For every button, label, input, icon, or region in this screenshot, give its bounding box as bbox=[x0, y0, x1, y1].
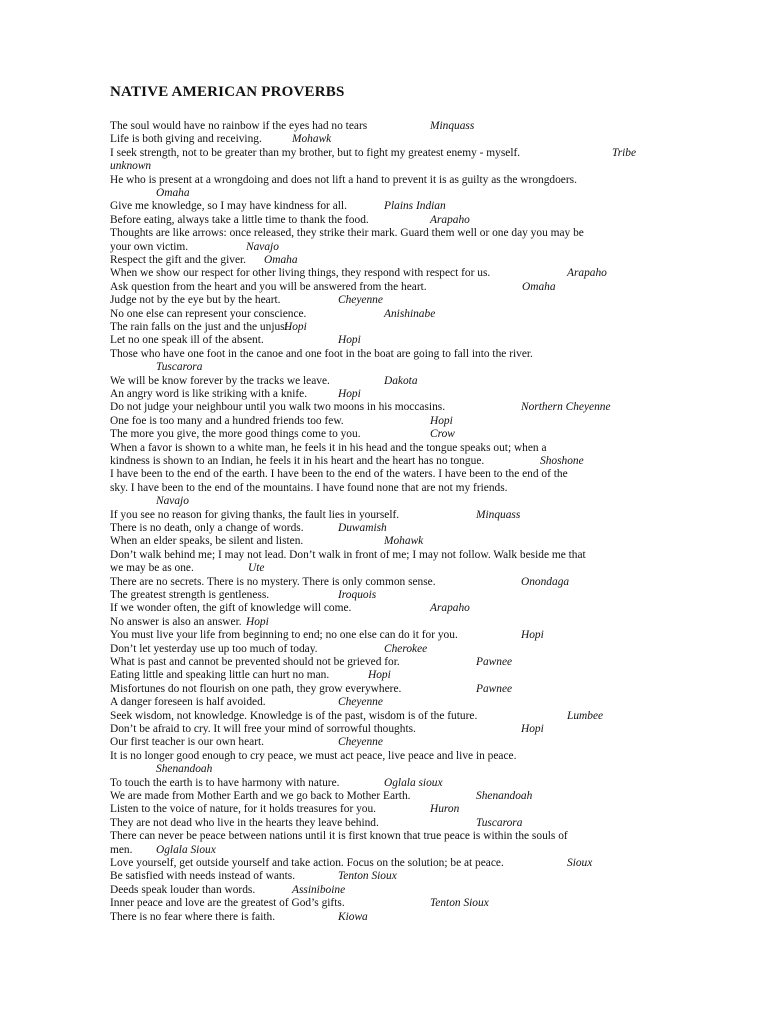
proverb-text: Before eating, always take a little time to thank the food. bbox=[110, 213, 369, 226]
proverb-source: Arapaho bbox=[430, 602, 470, 615]
proverb-line bbox=[110, 226, 655, 240]
proverb-line bbox=[110, 883, 655, 897]
proverb-text: Don’t be afraid to cry. It will free your mind of sorrowful thoughts. bbox=[110, 723, 416, 735]
proverb-text: There are no secrets. There is no mystery. There is only common sense. bbox=[110, 575, 436, 588]
proverb-text: Life is both giving and receiving. bbox=[110, 133, 262, 146]
proverb-text: Deeds speak louder than words. bbox=[110, 883, 256, 896]
proverb-line bbox=[110, 588, 655, 602]
proverb-text: To touch the earth is to have harmony with nature. bbox=[110, 776, 340, 789]
proverb-source: Omaha bbox=[522, 280, 556, 293]
proverb-text: Love yourself, get outside yourself and take action. Focus on the solution; be at peace. bbox=[110, 857, 504, 869]
proverb-line bbox=[110, 146, 655, 160]
proverb-source: Northern Cheyenne bbox=[521, 401, 611, 414]
proverb-text: An angry word is like striking with a knife. bbox=[110, 388, 308, 400]
page-title: NATIVE AMERICAN PROVERBS bbox=[110, 84, 345, 100]
proverb-source: Duwamish bbox=[338, 522, 387, 534]
proverb-text: Let no one speak ill of the absent. bbox=[110, 334, 264, 347]
proverb-source: Sioux bbox=[567, 857, 593, 869]
proverb-line bbox=[110, 802, 655, 816]
proverb-line bbox=[110, 186, 655, 200]
proverb-text: we may be as one. bbox=[110, 562, 194, 575]
proverb-source: Huron bbox=[430, 803, 460, 816]
proverb-line bbox=[110, 735, 655, 749]
proverb-line bbox=[110, 400, 655, 414]
proverb-line bbox=[110, 467, 655, 481]
proverb-line bbox=[110, 293, 655, 307]
proverb-line bbox=[110, 159, 655, 173]
proverb-source: Tuscarora bbox=[156, 361, 203, 374]
proverb-line bbox=[110, 561, 655, 575]
proverb-line bbox=[110, 709, 655, 723]
proverb-text: Misfortunes do not flourish on one path, they grow everywhere. bbox=[110, 682, 402, 695]
proverb-line bbox=[110, 280, 655, 294]
proverb-source: Hopi bbox=[521, 723, 544, 735]
proverb-line bbox=[110, 896, 655, 910]
proverb-line bbox=[110, 132, 655, 146]
proverb-text: There can never be peace between nations until it is first known that true peace is within the souls of bbox=[110, 830, 568, 843]
proverb-line bbox=[110, 869, 655, 883]
proverb-source: Hopi bbox=[368, 669, 391, 682]
proverb-line bbox=[110, 642, 655, 656]
proverb-line bbox=[110, 816, 655, 830]
proverb-text: No answer is also an answer. bbox=[110, 615, 242, 628]
proverb-source: Oglala sioux bbox=[384, 776, 443, 789]
proverb-source: unknown bbox=[110, 160, 152, 173]
proverb-source: Omaha bbox=[156, 187, 190, 199]
proverb-text: Eating little and speaking little can hurt no man. bbox=[110, 669, 330, 682]
proverb-line bbox=[110, 655, 655, 669]
proverb-source: Shoshone bbox=[540, 455, 584, 467]
proverb-line bbox=[110, 119, 655, 133]
proverb-text: kindness is shown to an Indian, he feels it in his heart and the heart has no tongue. bbox=[110, 455, 485, 467]
proverb-source: Crow bbox=[430, 428, 455, 441]
proverb-text: Ask question from the heart and you will be answered from the heart. bbox=[110, 280, 427, 293]
proverb-text: Don’t walk behind me; I may not lead. Don’t walk in front of me; I may not follow. Walk beside me that bbox=[110, 548, 586, 561]
proverb-source: Tuscarora bbox=[476, 816, 523, 829]
proverb-line bbox=[110, 441, 655, 455]
proverb-line bbox=[110, 173, 655, 187]
proverb-line bbox=[110, 615, 655, 629]
proverb-line bbox=[110, 762, 655, 776]
proverb-line bbox=[110, 789, 655, 803]
proverb-text: We are made from Mother Earth and we go back to Mother Earth. bbox=[110, 790, 411, 802]
proverb-source: Cheyenne bbox=[338, 696, 383, 709]
proverb-source: Assiniboine bbox=[292, 883, 346, 896]
proverb-line bbox=[110, 601, 655, 615]
proverb-line bbox=[110, 749, 655, 763]
proverb-line bbox=[110, 682, 655, 696]
proverb-source: Cheyenne bbox=[338, 736, 383, 749]
proverb-source: Iroquois bbox=[338, 589, 377, 601]
proverb-source: Hopi bbox=[430, 414, 453, 427]
proverb-source: Hopi bbox=[338, 334, 361, 347]
proverb-text: One foe is too many and a hundred friends too few. bbox=[110, 414, 344, 427]
proverb-text: When an elder speaks, be silent and listen. bbox=[110, 535, 304, 548]
proverb-text: Those who have one foot in the canoe and one foot in the boat are going to fall into the river. bbox=[110, 347, 533, 360]
proverb-source: Omaha bbox=[264, 254, 298, 266]
proverb-line bbox=[110, 266, 655, 280]
proverb-source: Shenandoah bbox=[156, 763, 213, 776]
proverb-text: A danger foreseen is half avoided. bbox=[110, 696, 266, 709]
proverb-source: Cherokee bbox=[384, 642, 428, 655]
proverb-line bbox=[110, 240, 655, 254]
proverb-text: There is no death, only a change of words. bbox=[110, 522, 304, 534]
proverb-source: Shenandoah bbox=[476, 790, 533, 802]
proverb-line bbox=[110, 508, 655, 522]
proverb-source: Dakota bbox=[384, 374, 418, 387]
proverb-line bbox=[110, 199, 655, 213]
proverb-line bbox=[110, 374, 655, 388]
proverb-text: The more you give, the more good things come to you. bbox=[110, 428, 361, 441]
proverb-line bbox=[110, 494, 655, 508]
proverb-source: Kiowa bbox=[338, 910, 368, 923]
proverb-source: Onondaga bbox=[521, 575, 570, 588]
proverb-text: No one else can represent your conscience. bbox=[110, 307, 307, 320]
proverb-text: It is no longer good enough to cry peace, we must act peace, live peace and live in peace. bbox=[110, 749, 517, 762]
proverb-text: your own victim. bbox=[110, 240, 189, 253]
proverb-line bbox=[110, 427, 655, 441]
proverb-text: You must live your life from beginning to end; no one else can do it for you. bbox=[110, 629, 458, 642]
proverb-source: Pawnee bbox=[476, 682, 513, 695]
proverb-text: There is no fear where there is faith. bbox=[110, 910, 276, 923]
proverb-source: Hopi bbox=[521, 629, 544, 642]
proverb-text: The rain falls on the just and the unjust. bbox=[110, 321, 291, 333]
proverb-line bbox=[110, 213, 655, 227]
proverb-source: Tribe bbox=[612, 146, 637, 159]
proverb-line bbox=[110, 360, 655, 374]
proverb-source: Lumbee bbox=[567, 709, 604, 722]
proverb-line bbox=[110, 454, 655, 468]
proverb-text: The greatest strength is gentleness. bbox=[110, 589, 270, 601]
proverb-source: Minquass bbox=[430, 120, 475, 132]
proverb-source: Pawnee bbox=[476, 656, 513, 668]
proverb-text: If you see no reason for giving thanks, the fault lies in yourself. bbox=[110, 508, 400, 521]
proverb-text: When we show our respect for other living things, they respond with respect for us. bbox=[110, 267, 491, 280]
proverb-source: Hopi bbox=[246, 615, 269, 628]
proverb-text: Our first teacher is our own heart. bbox=[110, 736, 265, 749]
proverb-line bbox=[110, 333, 655, 347]
proverb-text: I have been to the end of the earth. I have been to the end of the waters. I have been to the end of the bbox=[110, 468, 568, 481]
proverb-line bbox=[110, 722, 655, 736]
proverb-line bbox=[110, 829, 655, 843]
proverb-text: Respect the gift and the giver. bbox=[110, 254, 247, 266]
proverb-line bbox=[110, 347, 655, 361]
proverb-source: Oglala Sioux bbox=[156, 843, 216, 856]
proverb-source: Plains Indian bbox=[384, 200, 446, 213]
proverb-text: Judge not by the eye but by the heart. bbox=[110, 294, 281, 307]
proverb-text: They are not dead who live in the hearts they leave behind. bbox=[110, 816, 379, 829]
proverb-text: Don’t let yesterday use up too much of today. bbox=[110, 642, 318, 655]
proverb-line bbox=[110, 548, 655, 562]
proverb-source: Mohawk bbox=[384, 535, 424, 548]
proverb-line bbox=[110, 776, 655, 790]
proverb-line bbox=[110, 320, 655, 334]
proverb-source: Navajo bbox=[156, 495, 189, 508]
proverb-text: If we wonder often, the gift of knowledge will come. bbox=[110, 602, 352, 615]
proverb-source: Ute bbox=[248, 562, 265, 575]
proverb-text: Thoughts are like arrows: once released, they strike their mark. Guard them well or one day you may be bbox=[110, 227, 584, 240]
proverb-source: Arapaho bbox=[567, 267, 607, 280]
proverb-line bbox=[110, 481, 655, 495]
proverb-source: Anishinabe bbox=[384, 307, 436, 320]
proverb-text: Seek wisdom, not knowledge. Knowledge is of the past, wisdom is of the future. bbox=[110, 709, 478, 722]
proverb-source: Mohawk bbox=[292, 133, 332, 146]
proverb-text: Do not judge your neighbour until you walk two moons in his moccasins. bbox=[110, 401, 446, 414]
proverb-line bbox=[110, 307, 655, 321]
proverb-line bbox=[110, 414, 655, 428]
proverb-line bbox=[110, 668, 655, 682]
proverb-text: Be satisfied with needs instead of wants. bbox=[110, 870, 296, 883]
proverb-source: Hopi bbox=[338, 388, 361, 400]
proverb-source: Navajo bbox=[246, 240, 279, 253]
proverb-line bbox=[110, 387, 655, 401]
proverb-text: We will be know forever by the tracks we leave. bbox=[110, 374, 330, 387]
proverb-line bbox=[110, 575, 655, 589]
proverb-text: sky. I have been to the end of the mountains. I have found none that are not my friends. bbox=[110, 481, 508, 494]
proverb-line bbox=[110, 628, 655, 642]
proverb-source: Cheyenne bbox=[338, 294, 383, 307]
proverb-text: I seek strength, not to be greater than my brother, but to fight my greatest enemy - myself. bbox=[110, 146, 521, 159]
proverb-text: The soul would have no rainbow if the eyes had no tears bbox=[110, 120, 368, 132]
proverb-text: men. bbox=[110, 843, 133, 856]
proverb-text: He who is present at a wrongdoing and does not lift a hand to prevent it is as guilty as the wrongdoers. bbox=[110, 173, 577, 186]
proverb-source: Tenton Sioux bbox=[338, 870, 397, 883]
proverb-text: When a favor is shown to a white man, he feels it in his head and the tongue speaks out; when a bbox=[110, 441, 547, 454]
proverb-text: Give me knowledge, so I may have kindness for all. bbox=[110, 200, 347, 213]
proverb-line bbox=[110, 521, 655, 535]
proverb-source: Hopi bbox=[284, 321, 307, 333]
proverb-source: Minquass bbox=[476, 508, 521, 521]
proverb-text: Inner peace and love are the greatest of God’s gifts. bbox=[110, 897, 345, 910]
proverb-line bbox=[110, 843, 655, 857]
proverb-text: Listen to the voice of nature, for it holds treasures for you. bbox=[110, 803, 377, 816]
proverb-line bbox=[110, 695, 655, 709]
proverb-line bbox=[110, 253, 655, 267]
proverb-source: Arapaho bbox=[430, 213, 470, 226]
proverb-line bbox=[110, 910, 655, 924]
proverb-text: What is past and cannot be prevented should not be grieved for. bbox=[110, 656, 400, 668]
proverb-source: Tenton Sioux bbox=[430, 897, 489, 910]
proverb-line bbox=[110, 534, 655, 548]
proverb-line bbox=[110, 856, 655, 870]
